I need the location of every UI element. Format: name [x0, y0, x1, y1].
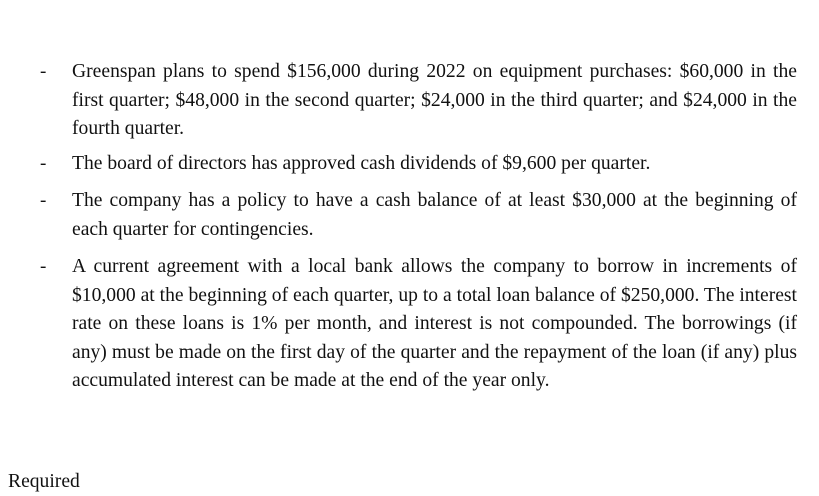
list-item-text: A current agreement with a local bank allows the company to borrow in increments of $10,000 at the beginning of each quarter, up to a total loan balance of $250,000. The interest rate on these loans is 1% per month, and interest is not compounded. The borrowings (if any) must be made on the first day of the quarter and the repayment of the loan (if any) plus accumulated interest can be made at the end of the year only. — [72, 256, 797, 391]
list-item — [0, 150, 819, 179]
bullet-dash: - — [40, 190, 47, 211]
list-item — [0, 58, 819, 144]
bullet-dash: - — [40, 61, 47, 82]
list-item-text: The company has a policy to have a cash balance of at least $30,000 at the beginning of each quarter for contingencies. — [72, 190, 797, 240]
document-body — [0, 58, 819, 402]
cut-off-heading: Required — [8, 471, 80, 492]
list-item-text: Greenspan plans to spend $156,000 during 2022 on equipment purchases: $60,000 in the first quarter; $48,000 in the second quarter; $24,000 in the third quarter; and $24,000 in the fourth quarter. — [72, 61, 797, 139]
list-item-text: The board of directors has approved cash dividends of $9,600 per quarter. — [72, 152, 651, 174]
bullet-dash: - — [40, 256, 47, 277]
list-item — [0, 253, 819, 396]
list-item — [0, 187, 819, 244]
bullet-dash: - — [40, 152, 47, 174]
